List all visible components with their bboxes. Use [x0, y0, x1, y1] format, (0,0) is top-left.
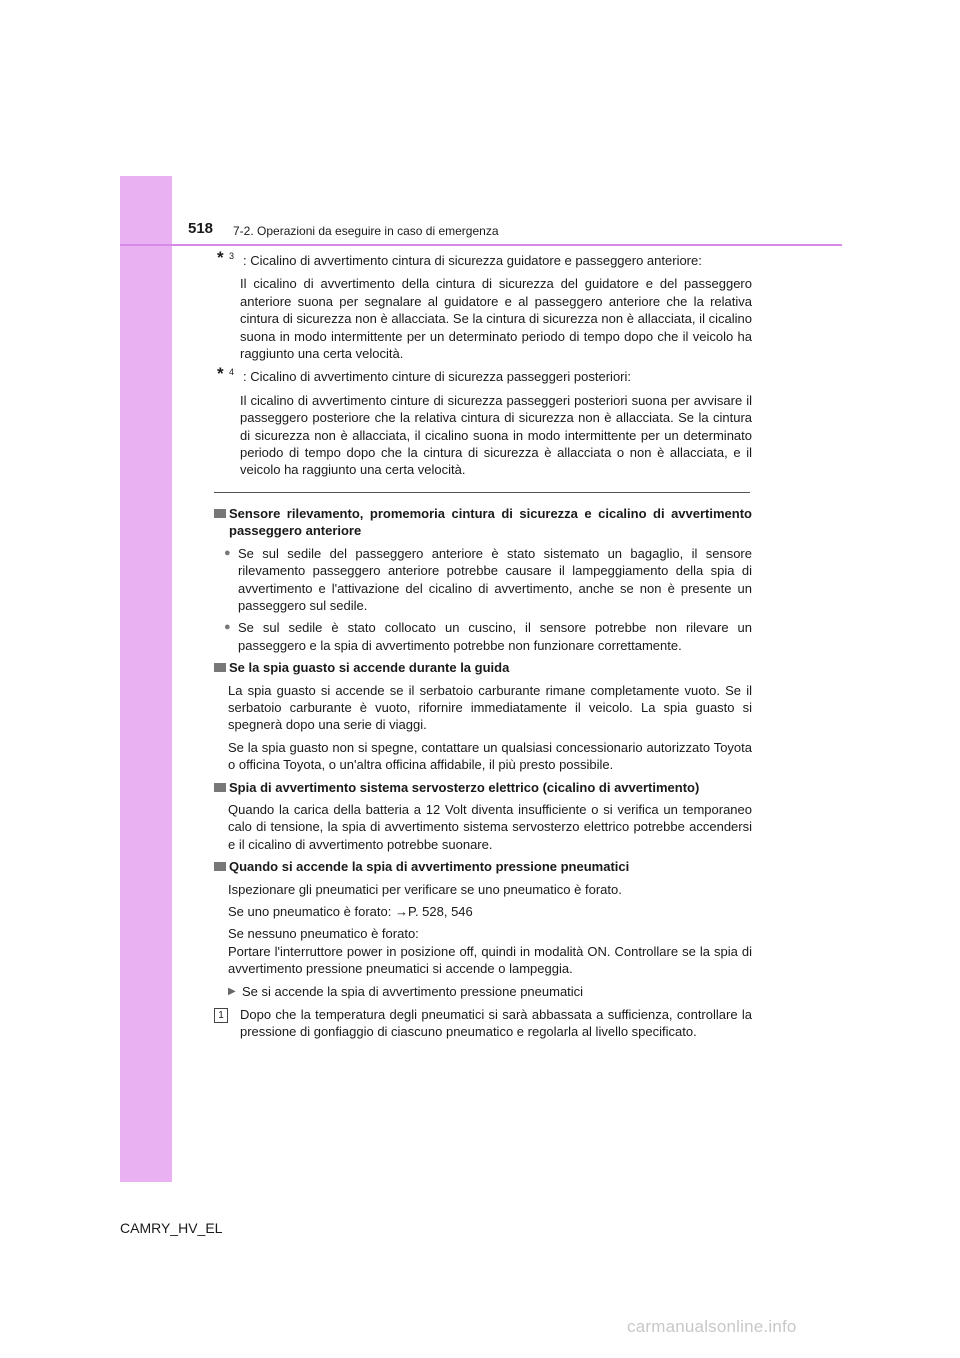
sidebar-band — [120, 176, 172, 1182]
step-number-box: 1 — [214, 1008, 228, 1023]
header-rule — [120, 244, 842, 246]
square-bullet-icon — [214, 783, 226, 792]
step-text: Dopo che la temperatura degli pneumatici si sarà abbassata a sufficienza, controllare la pressione di gonfiaggio di ciascuno pneumatico e regolarla al livello specificato. — [240, 1007, 752, 1040]
page-number: 518 — [188, 220, 214, 237]
square-bullet-icon — [214, 509, 226, 518]
section-heading-text: Spia di avvertimento sistema servosterzo elettrico (cicalino di avvertimento) — [229, 779, 700, 795]
paragraph — [228, 925, 752, 977]
model-code: CAMRY_HV_EL — [120, 1220, 223, 1236]
footnote-marker: 4 — [229, 367, 235, 378]
section-title: 7-2. Operazioni da eseguire in caso di emergenza — [233, 224, 499, 238]
condition-item — [228, 983, 752, 1000]
section-heading — [214, 659, 752, 676]
square-bullet-icon — [214, 862, 226, 871]
section-heading-text: Se la spia guasto si accende durante la guida — [229, 660, 510, 676]
footnote-heading — [200, 364, 752, 385]
list-item-text: Se sul sedile è stato collocato un cuscino, il sensore potrebbe non rilevare un passeggero e la spia di avvertimento potrebbe non funzionare correttamente. — [238, 620, 752, 653]
footnote-body: Il cicalino di avvertimento cinture di sicurezza passeggeri posteriori suona per avvisare il passeggero posteriore che la relativa cintura di sicurezza non è allacciata. Se la cintura di sicurezza non è allacciata, il cicalino suona in modo intermittente per un determinato periodo di tempo dopo che la cintura di sicurezza è allacciata o non è allacciata, e il veicolo ha raggiunto una certa velocità. — [240, 392, 752, 478]
asterisk-icon: * — [217, 364, 224, 384]
watermark: carmanualsonline.info — [627, 1317, 797, 1336]
footnote-marker: 3 — [229, 251, 235, 261]
paragraph-line: Se nessuno pneumatico è forato: — [228, 926, 419, 942]
list-item-text: Se sul sedile del passeggero anteriore è stato sistemato un bagaglio, il sensore rilevamento passeggero anteriore potrebbe causare il lampeggiamento della spia di avvertimento e l'attivazione del cicalino di avvertimento, anche se non è presente un passeggero sul sedile. — [238, 545, 752, 613]
footnote-title: : Cicalino di avvertimento cintura di sicurezza guidatore e passeggero anteriore: — [243, 253, 702, 268]
step-item — [214, 1006, 752, 1041]
triangle-right-icon: ▶ — [228, 985, 236, 997]
paragraph-text: Portare l'interruttore power in posizione off, quindi in modalità ON. Controllare se la spia di avvertimento pressione pneumatici si accende o lampeggia. — [228, 943, 752, 977]
page-content — [200, 248, 752, 1041]
circle-bullet-icon: ● — [224, 546, 231, 559]
condition-text: Se si accende la spia di avvertimento pressione pneumatici — [242, 983, 584, 999]
asterisk-icon: * — [217, 248, 224, 267]
list-item — [224, 619, 752, 654]
footnote-title: : Cicalino di avvertimento cinture di sicurezza passeggeri posteriori: — [243, 369, 632, 385]
paragraph: Se la spia guasto non si spegne, contattare un qualsiasi concessionario autorizzato Toyota o officina Toyota, o un'altra officina affidabile, il più presto possibile. — [228, 739, 752, 773]
circle-bullet-icon: ● — [224, 621, 231, 634]
section-heading-text: Sensore rilevamento, promemoria cintura di sicurezza e cicalino di avvertimento passeggero anteriore — [229, 505, 752, 539]
section-heading — [214, 858, 752, 875]
section-heading — [214, 505, 752, 540]
list-item — [224, 545, 752, 615]
square-bullet-icon — [214, 663, 226, 672]
section-heading — [214, 779, 752, 796]
footnote-body: Il cicalino di avvertimento della cintura di sicurezza del guidatore e del passeggero anteriore suona per segnalare al guidatore e al passeggero anteriore che la relativa cintura di sicurezza non è allacciata. Se la cintura di sicurezza non è allacciata, il cicalino suona in modo intermittente per un determinato periodo di tempo dopo che il veicolo ha raggiunto una certa velocità. — [240, 276, 752, 362]
footnote-heading — [200, 248, 752, 269]
paragraph: Ispezionare gli pneumatici per verificare se uno pneumatico è forato. — [228, 881, 622, 897]
paragraph: La spia guasto si accende se il serbatoio carburante rimane completamente vuoto. Se il serbatoio carburante è vuoto, rifornire immediatamente il veicolo. La spia guasto si spegnerà dopo una serie di viaggi. — [228, 682, 752, 733]
divider — [214, 492, 750, 493]
section-heading-text: Quando si accende la spia di avvertimento pressione pneumatici — [229, 859, 630, 875]
paragraph: Quando la carica della batteria a 12 Volt diventa insufficiente o si verifica un temporaneo calo di tensione, la spia di avvertimento sistema servosterzo elettrico potrebbe accendersi e il cicalino di avvertimento potrebbe suonare. — [228, 801, 752, 852]
cross-reference-paragraph: Se uno pneumatico è forato: →P. 528, 546 — [228, 904, 473, 919]
